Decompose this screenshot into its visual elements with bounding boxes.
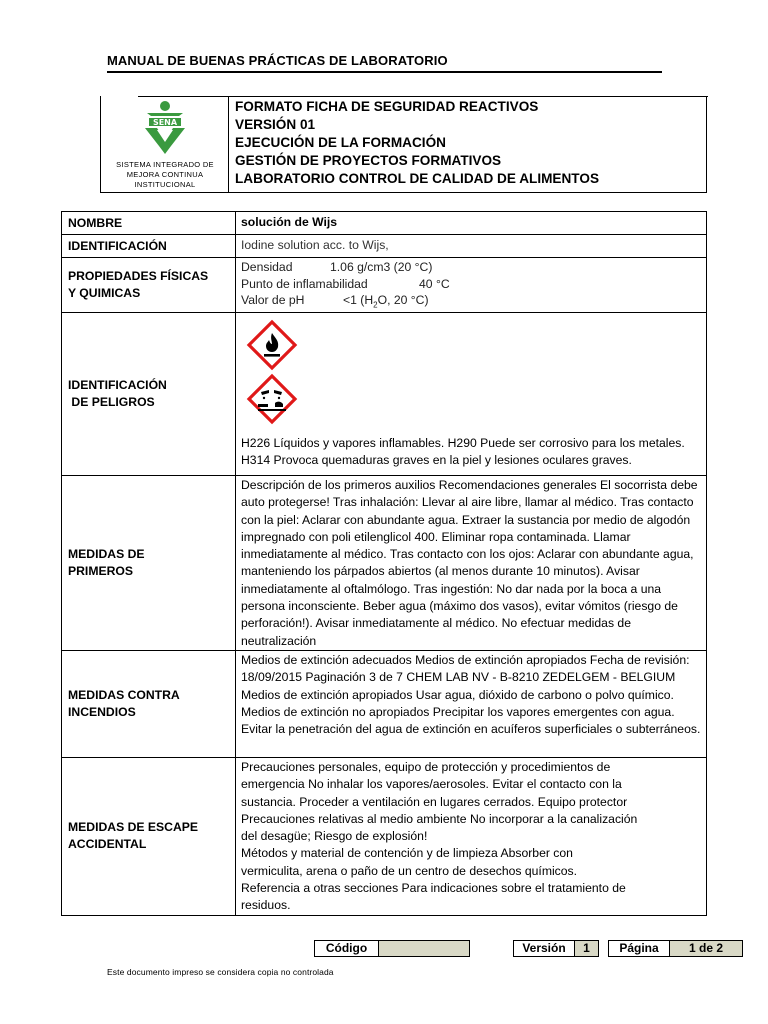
- peligros-label-line: IDENTIFICACIÓN: [68, 378, 167, 392]
- primeros-label: [62, 476, 236, 651]
- escape-line: Referencia a otras secciones Para indicaciones sobre el tratamiento de: [241, 881, 626, 896]
- header-line: LABORATORIO CONTROL DE CALIDAD DE ALIMENTOS: [235, 171, 600, 186]
- corrosion-pictogram-icon: [246, 373, 298, 425]
- propiedades-label-line: Y QUIMICAS: [68, 286, 141, 300]
- propiedades-value: [236, 258, 707, 313]
- sena-logo-block: [101, 96, 228, 192]
- escape-line: residuos.: [241, 898, 291, 913]
- escape-line: Precauciones personales, equipo de protección y procedimientos de: [241, 759, 611, 774]
- incendios-label: [62, 650, 236, 757]
- escape-line: sustancia. Proceder a ventilación en lugares cerrados. Equipo protector: [241, 794, 628, 809]
- header-divider: [228, 96, 229, 192]
- peligros-label-line: DE PELIGROS: [68, 395, 155, 409]
- row-escape-accidental: [62, 757, 707, 915]
- densidad-label: Densidad: [241, 260, 293, 274]
- row-propiedades: [62, 258, 707, 313]
- title-rule: [107, 71, 662, 73]
- ph-value-a: <1 (H: [343, 293, 374, 307]
- escape-line: emergencia No inhalar los vapores/aerosoles. Evitar el contacto con la: [241, 777, 622, 792]
- pagina-label: Página: [619, 941, 659, 955]
- logo-caption-line: SISTEMA INTEGRADO DE: [116, 160, 214, 169]
- header-line: EJECUCIÓN DE LA FORMACIÓN: [235, 135, 446, 150]
- inflamabilidad-line: [241, 276, 701, 293]
- codigo-label: Código: [325, 941, 368, 955]
- row-nombre: [62, 212, 707, 235]
- ph-line: [241, 292, 701, 309]
- escape-label: [62, 757, 236, 915]
- ph-value: [343, 292, 429, 314]
- nombre-value: solución de Wijs: [236, 212, 707, 235]
- peligros-value: [236, 313, 707, 476]
- flame-pictogram-icon: [246, 319, 298, 371]
- footer-note: Este documento impreso se considera copia no controlada: [107, 967, 334, 977]
- codigo-box: [314, 940, 470, 957]
- pagina-value: 1 de 2: [669, 941, 742, 956]
- pagina-box: [608, 940, 743, 957]
- inflamabilidad-value: 40 °C: [419, 276, 450, 291]
- version-label: Versión: [522, 941, 566, 955]
- sena-logo: [141, 100, 189, 158]
- peligros-text: H226 Líquidos y vapores inflamables. H290 Puede ser corrosivo para los metales. H314 Provoca quemaduras graves en la piel y lesiones oculares graves.: [241, 436, 685, 468]
- row-primeros-auxilios: [62, 476, 707, 651]
- logo-caption: [105, 160, 225, 190]
- header-line: FORMATO FICHA DE SEGURIDAD REACTIVOS: [235, 99, 539, 114]
- primeros-label-line: MEDIDAS DE: [68, 546, 145, 561]
- propiedades-label-line: PROPIEDADES FÍSICAS: [68, 269, 209, 283]
- incendios-text: Medios de extinción adecuados Medios de extinción apropiados Fecha de revisión: 18/09/2015 Paginación 3 de 7 CHEM LAB NV - B-8210 ZEDELGEM - BELGIUM Medios de extinción apropiados Usar agua, dióxido de carbono o polvo químico. Medios de extinción no apropiados Precipitar los vapores emergentes con agua. Evitar la penetración del agua de extinción en acuíferos superficiales o subterráneos.: [236, 650, 707, 757]
- logo-caption-line: INSTITUCIONAL: [134, 180, 196, 189]
- escape-line: Métodos y material de contención y de limpieza Absorber con: [241, 846, 573, 861]
- identificacion-label: IDENTIFICACIÓN: [62, 235, 236, 258]
- document-title: MANUAL DE BUENAS PRÁCTICAS DE LABORATORIO: [107, 53, 448, 68]
- header-line: VERSIÓN 01: [235, 117, 316, 132]
- escape-label-line: ACCIDENTAL: [68, 837, 147, 852]
- identificacion-value: Iodine solution acc. to Wijs,: [236, 235, 707, 258]
- logo-caption-line: MEJORA CONTINUA: [126, 170, 204, 179]
- escape-line: Precauciones relativas al medio ambiente No incorporar a la canalización: [241, 811, 638, 826]
- header-lines: [235, 98, 599, 188]
- incendios-label-line: INCENDIOS: [68, 704, 136, 719]
- propiedades-label: [62, 258, 236, 313]
- escape-text: [236, 757, 707, 915]
- incendios-label-line: MEDIDAS CONTRA: [68, 687, 180, 702]
- densidad-value: 1.06 g/cm3 (20 °C): [330, 260, 433, 274]
- logo-text: SENA: [152, 118, 178, 127]
- version-value: 1: [574, 941, 598, 956]
- row-identificacion: [62, 235, 707, 258]
- escape-line: vermiculita, arena o paño de un centro de desechos químicos.: [241, 863, 578, 878]
- escape-label-line: MEDIDAS DE ESCAPE: [68, 820, 199, 835]
- ph-value-sub: 2: [373, 300, 378, 310]
- inflamabilidad-label: Punto de inflamabilidad: [241, 276, 368, 291]
- codigo-value: [378, 941, 469, 956]
- primeros-label-line: PRIMEROS: [68, 563, 134, 578]
- escape-line: del desagüe; Riesgo de explosión!: [241, 829, 428, 844]
- peligros-label: [62, 313, 236, 476]
- densidad-line: [241, 259, 701, 276]
- primeros-text: Descripción de los primeros auxilios Recomendaciones generales El socorrista debe auto protegerse! Tras inhalación: Llevar al aire libre, llamar al médico. Tras contacto con la piel: Aclarar con abundante agua. Extraer la sustancia por medio de algodón impregnado con poli etilenglicol 400. Eliminar ropa contaminada. Llamar inmediatamente al médico. Tras contacto con los ojos: Aclarar con abundante agua, manteniendo los párpados abiertos (al menos durante 10 minutos). Avisar inmediatamente al oftalmólogo. Tras ingestión: No dar nada por la boca a una persona inconsciente. Beber agua (máximo dos vasos), evitar vómitos (riesgo de perforación!). Avisar inmediatamente al médico. No efectuar medidas de neutralización: [236, 476, 707, 651]
- ph-label: Valor de pH: [241, 293, 305, 307]
- ph-value-b: O, 20 °C): [377, 293, 429, 307]
- row-peligros: [62, 313, 707, 476]
- row-incendios: [62, 650, 707, 757]
- version-box: [513, 940, 599, 957]
- nombre-label: NOMBRE: [62, 212, 236, 235]
- header-line: GESTIÓN DE PROYECTOS FORMATIVOS: [235, 153, 502, 168]
- safety-sheet-table: [61, 211, 707, 916]
- header-box: [100, 96, 707, 193]
